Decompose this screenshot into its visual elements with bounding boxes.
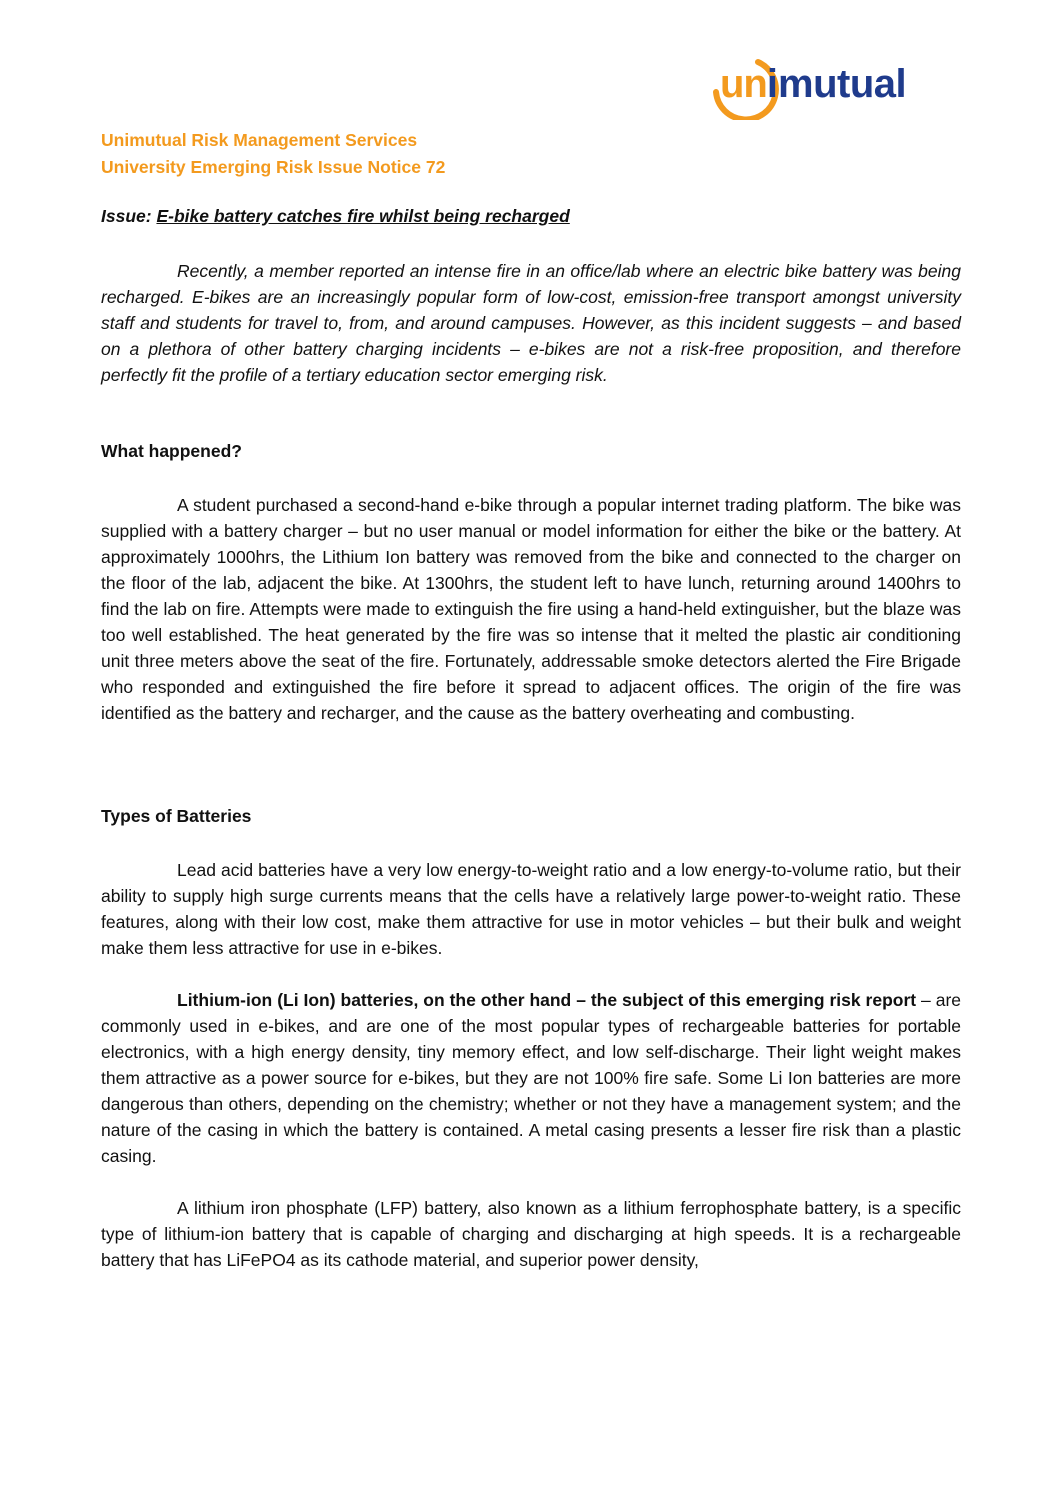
logo-i: i	[766, 61, 778, 106]
intro-text: Recently, a member reported an intense fire in an office/lab where an electric bike battery was being recharged. E-bikes are an increasingly popular form of low-cost, emission-free transport amongst university staff and students for travel to, from, and around campuses. However, as this incident suggests – and based on a plethora of other battery charging incidents – e-bikes are not a risk-free proposition, and therefore perfectly fit the profile of a tertiary education sector emerging risk.	[101, 261, 961, 385]
header-line-1: Unimutual Risk Management Services	[101, 130, 418, 150]
header-line-2: University Emerging Risk Issue Notice 72	[101, 157, 446, 177]
lfp-text: A lithium iron phosphate (LFP) battery, also known as a lithium ferrophosphate battery, is a specific type of lithium-ion battery that is capable of charging and discharging at high speeds. It is a rechargeable battery that has LiFePO4 as its cathode material, and superior power density,	[101, 1198, 961, 1270]
lead-acid-paragraph	[101, 857, 961, 961]
issue-title: E-bike battery catches fire whilst being recharged	[156, 206, 570, 226]
logo-mutual: mutual	[778, 61, 907, 106]
what-happened-paragraph	[101, 492, 961, 726]
intro-paragraph	[101, 258, 961, 388]
what-happened-text: A student purchased a second-hand e-bike through a popular internet trading platform. The bike was supplied with a battery charger – but no user manual or model information for either the bike or the battery. At approximately 1000hrs, the Lithium Ion battery was removed from the bike and connected to the charger on the floor of the lab, adjacent the bike. At 1300hrs, the student left to have lunch, returning around 1400hrs to find the lab on fire. Attempts were made to extinguish the fire using a hand-held extinguisher, but the blaze was too well established. The heat generated by the fire was so intense that it melted the plastic air conditioning unit three meters above the seat of the fire. Fortunately, addressable smoke detectors alerted the Fire Brigade who responded and extinguished the fire before it spread to adjacent offices. The origin of the fire was identified as the battery and recharger, and the cause as the battery overheating and combusting.	[101, 495, 961, 723]
document-header	[101, 127, 445, 181]
li-ion-rest: – are commonly used in e-bikes, and are one of the most popular types of rechargeable batteries for portable electronics, with a high energy density, tiny memory effect, and low self-discharge. Their light weight makes them attractive as a power source for e-bikes, but they are not 100% fire safe. Some Li Ion batteries are more dangerous than others, depending on the chemistry; whether or not they have a management system; and the nature of the casing in which the battery is contained. A metal casing presents a lesser fire risk than a plastic casing.	[101, 990, 962, 1166]
types-heading: Types of Batteries	[101, 806, 252, 826]
li-ion-bold: Lithium-ion (Li Ion) batteries, on the other hand – the subject of this emerging risk report	[177, 990, 917, 1010]
li-ion-paragraph	[101, 987, 961, 1169]
logo-un: un	[720, 61, 767, 106]
lfp-paragraph	[101, 1195, 961, 1273]
lead-acid-text: Lead acid batteries have a very low energy-to-weight ratio and a low energy-to-volume ratio, but their ability to supply high surge currents means that the cells have a relatively large power-to-weight ratio. These features, along with their low cost, make them attractive for use in motor vehicles – but their bulk and weight make them less attractive for use in e-bikes.	[101, 860, 961, 958]
unimutual-logo	[706, 48, 926, 120]
issue-label: Issue:	[101, 206, 157, 226]
issue-line	[101, 206, 570, 227]
what-happened-heading: What happened?	[101, 441, 242, 461]
li-ion-text	[101, 987, 961, 1169]
